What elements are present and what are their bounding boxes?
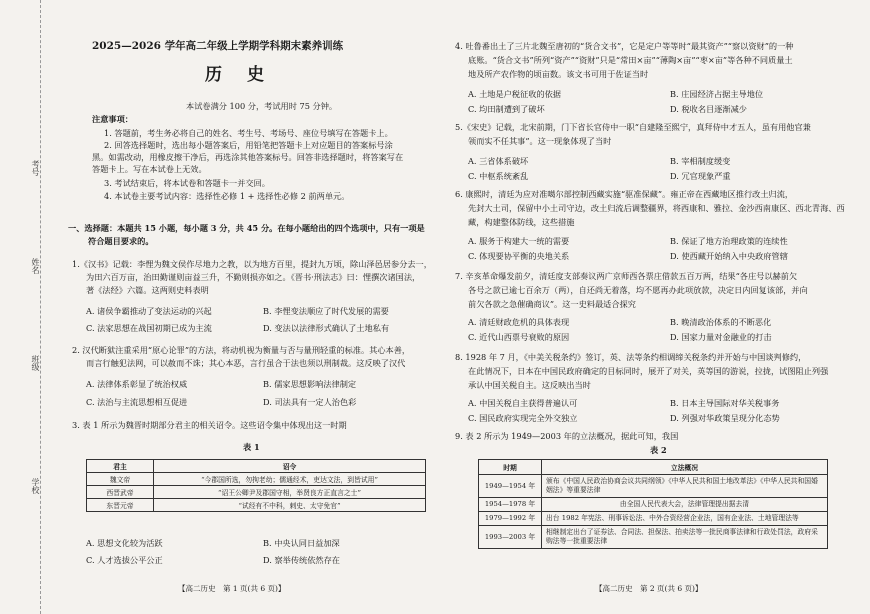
q3-stem: 3. 表 1 所示为魏晋时期部分君主的相关诏令。这些诏令集中体现出这一时期 bbox=[72, 420, 347, 430]
q1-option-d: D. 变法以法律形式确认了土地私有 bbox=[263, 323, 390, 333]
table-cell: 东晋元帝 bbox=[87, 499, 154, 512]
q7-stem: 前欠各款之急催确商议”。这一史料最适合探究 bbox=[468, 299, 636, 309]
notes-line: 4. 本试卷主要考试内容：选择性必修 1 + 选择性必修 2 前两单元。 bbox=[104, 191, 350, 201]
table-row bbox=[479, 498, 828, 512]
q4-stem: 底账。“货合文书”所列“资产”“资财”只是“常田×亩”“薄陶×亩”“枣×亩”等各种不同质量土 bbox=[468, 55, 793, 65]
q6-option-b: B. 保证了地方治理政策的连续性 bbox=[670, 236, 788, 246]
table-row bbox=[479, 512, 828, 526]
q1-option-a: A. 诸侯争霸推动了变法运动的兴起 bbox=[86, 306, 212, 316]
table-header-cell: 时期 bbox=[479, 460, 542, 475]
q2-option-c: C. 法治与主流思想相互促进 bbox=[86, 397, 188, 407]
q3-option-a: A. 思想文化较为活跃 bbox=[86, 538, 163, 548]
q1-option-b: B. 李悝变法顺应了时代发展的需要 bbox=[263, 306, 389, 316]
subject-title: 历 史 bbox=[205, 65, 268, 85]
q3-option-b: B. 中央认同日益加深 bbox=[263, 538, 340, 548]
section-heading: 一、选择题：本题共 15 小题，每小题 3 分，共 45 分。在每小题给出的四个选项中，只有一项是 bbox=[68, 223, 425, 233]
table-cell: 魏文帝 bbox=[87, 473, 154, 486]
notes-line: 黑。如需改动，用橡皮擦干净后，再选涂其他答案标号。回答非选择题时，将答案写在 bbox=[92, 152, 404, 162]
q1-stem: 为田六百万亩，治田勤谨则亩益三升，不勤则损亦如之。《晋书·刑法志》曰：悝撰次诸国法， bbox=[86, 272, 421, 282]
notes-line: 3. 考试结束后，将本试卷和答题卡一并交回。 bbox=[104, 178, 270, 188]
q8-option-d: D. 列强对华政策呈现分化态势 bbox=[670, 413, 780, 423]
q6-stem: 6. 康熙时，清廷为应对准噶尔部控制西藏实施“驱准保藏”。雍正帝在西藏地区推行改土归流， bbox=[455, 189, 794, 199]
q7-stem: 各号之款已逾七百余万（两），自还尚无着落，均不愿再办此项放款，决定日内回复该部，并向 bbox=[468, 285, 808, 295]
table-row bbox=[87, 499, 426, 512]
table-cell: 1949—1954 年 bbox=[479, 475, 542, 498]
q5-option-c: C. 中枢系统紊乱 bbox=[468, 171, 529, 181]
q6-option-a: A. 服务于构建大一统的需要 bbox=[468, 236, 570, 246]
q2-option-d: D. 司法具有一定人治色彩 bbox=[263, 397, 357, 407]
q1-stem: 著《法经》六篇。这两则史料表明 bbox=[86, 285, 209, 295]
q6-stem: 藏，构建整体防线，这些措施 bbox=[468, 217, 575, 227]
table-row bbox=[479, 475, 828, 498]
q8-stem: 承认中国关税自主。这反映出当时 bbox=[468, 380, 591, 390]
q4-stem: 4. 吐鲁番出土了三片北魏至唐初的“货合文书”，它是定户等等时“最其资产”“察以资财”的一种 bbox=[455, 41, 794, 51]
q8-option-c: C. 国民政府实现完全外交独立 bbox=[468, 413, 578, 423]
q8-stem: 在此情况下，日本在中国民政府确定的目标同时，展开了对关，英等国的游说，拉拢，试图阻止列强 bbox=[468, 366, 829, 376]
table-cell: 1954—1978 年 bbox=[479, 498, 542, 512]
q7-option-b: B. 晚清政治体系的不断恶化 bbox=[670, 317, 772, 327]
q7-stem: 7. 辛亥革命爆发前夕，清廷度支部奏议两广京师西各票庄借款五百万两，结果“各庄号以赫前欠 bbox=[455, 271, 798, 281]
q4-option-b: B. 庄园经济占据主导地位 bbox=[670, 89, 764, 99]
section-heading-2: 符合题目要求的。 bbox=[88, 236, 154, 246]
table-cell: “试经有不中科，刺史、太守免官” bbox=[154, 499, 426, 512]
q5-stem: 5.《宋史》记载，北宋前期，门下省长官侍中一职“自建隆至熙宁，真拜侍中才五人，虽有用他官兼 bbox=[455, 122, 811, 132]
q7-option-c: C. 近代山西票号衰败的原因 bbox=[468, 332, 570, 342]
q6-stem: 先封大土司，保留中小土司守边，改土归流后调整疆界，将西康和、雅拉、金沙西南康区、西北青海、西 bbox=[468, 203, 845, 213]
table-cell: “诏王公卿尹及郡国守相，举贤良方正直言之士” bbox=[154, 486, 426, 499]
binding-line bbox=[40, 0, 41, 614]
table-cell: “今郡国所选，勿拘老幼；儒通经术，吏达文法，到皆试用” bbox=[154, 473, 426, 486]
q2-stem: 2. 汉代断狱注重采用“原心论罪”的方法，将动机视为衡量与否与量刑轻重的标准。其心本善， bbox=[72, 345, 411, 355]
q4-option-a: A. 土地是户税征收的依据 bbox=[468, 89, 561, 99]
notes-line: 答题卡上。写在本试卷上无效。 bbox=[92, 164, 207, 174]
table-row bbox=[87, 473, 426, 486]
table-header-cell: 立法概况 bbox=[542, 460, 828, 475]
q7-option-d: D. 国家力量对金融业的打击 bbox=[670, 332, 772, 342]
table-cell: 1979—1992 年 bbox=[479, 512, 542, 526]
table-header-cell: 君主 bbox=[87, 460, 154, 473]
q2-option-b: B. 儒家思想影响法律制定 bbox=[263, 379, 357, 389]
table-1 bbox=[86, 459, 426, 512]
table-header-cell: 诏令 bbox=[154, 460, 426, 473]
score-time: 本试卷满分 100 分，考试用时 75 分钟。 bbox=[186, 101, 338, 111]
table-header-row bbox=[479, 460, 828, 475]
q1-option-c: C. 法家思想在战国初期已成为主流 bbox=[86, 323, 212, 333]
table-2 bbox=[478, 459, 828, 549]
q3-option-d: D. 察举传统依然存在 bbox=[263, 555, 340, 565]
q4-option-c: C. 均田制遭到了破坏 bbox=[468, 104, 545, 114]
table-cell: 由全国人民代表大会，法律管理提出据去清 bbox=[542, 498, 828, 512]
q1-stem: 1.《汉书》记载：李悝为魏文侯作尽地力之教，以为地方百里，提封九万顷，除山泽邑居参分去一， bbox=[72, 259, 432, 269]
table-header-row bbox=[87, 460, 426, 473]
table-cell: 西晋武帝 bbox=[87, 486, 154, 499]
q9-stem: 9. 表 2 所示为 1949—2003 年的立法概况，据此可知，我国 bbox=[455, 431, 679, 441]
label-xingming: 姓名 bbox=[31, 258, 40, 274]
q5-option-d: D. 冗官现象严重 bbox=[670, 171, 731, 181]
q6-option-d: D. 使西藏开始纳入中央政府管辖 bbox=[670, 251, 788, 261]
notes-line: 1. 答题前，考生务必将自己的姓名、考生号、考场号、座位号填写在答题卡上。 bbox=[104, 128, 393, 138]
q2-option-a: A. 法律体系彰显了统治权威 bbox=[86, 379, 188, 389]
table-cell: 相继制定出台了证券法、合同法、担保法、拍卖法等一批民商事法律和行政处罚法，政府采购法等一批重要法律 bbox=[542, 526, 828, 549]
q3-option-c: C. 人才选拔公平公正 bbox=[86, 555, 163, 565]
q5-stem: 领而实不任其事”。这一现象体现了当时 bbox=[468, 136, 612, 146]
table2-caption: 表 2 bbox=[650, 445, 667, 455]
table1-caption: 表 1 bbox=[243, 442, 260, 452]
table-cell: 颁布《中国人民政治协商会议共同纲领》《中华人民共和国土地改革法》《中华人民共和国婚姻法》等重要法律 bbox=[542, 475, 828, 498]
q5-option-b: B. 宰相制度缓变 bbox=[670, 156, 731, 166]
q4-option-d: D. 税收名目逐渐减少 bbox=[670, 104, 747, 114]
notes-line: 2. 回答选择题时，选出每小题答案后，用铅笔把答题卡上对应题目的答案标号涂 bbox=[104, 140, 393, 150]
label-kaohao: 考号 bbox=[31, 160, 40, 176]
label-banji: 班级 bbox=[31, 355, 40, 371]
q8-option-b: B. 日本主导国际对华关税事务 bbox=[670, 398, 780, 408]
q5-option-a: A. 三省体系破坏 bbox=[468, 156, 529, 166]
notes-heading: 注意事项： bbox=[92, 114, 133, 124]
q2-stem: 而言行触犯法网，可以赦而不诛；其心本恶，言行虽合于法也须以刑制裁。这反映了汉代 bbox=[86, 358, 406, 368]
q8-option-a: A. 中国关税自主获得普遍认可 bbox=[468, 398, 578, 408]
table-row bbox=[479, 526, 828, 549]
table-cell: 1993—2003 年 bbox=[479, 526, 542, 549]
label-xuexiao: 学校 bbox=[31, 478, 40, 494]
table-cell: 出台 1982 年宪法、刑事诉讼法、中外合资经营企业法，国有企业法、土地管理法等 bbox=[542, 512, 828, 526]
q6-option-c: C. 体现要协平衡的央地关系 bbox=[468, 251, 570, 261]
q8-stem: 8. 1928 年 7 月，《中美关税条约》签订，英、法等条约相调缔关税条约并开始与中国谈判修约， bbox=[455, 352, 807, 362]
table-row bbox=[87, 486, 426, 499]
q4-stem: 地及所产农作物的顷亩数。该文书可用于佐证当时 bbox=[468, 69, 649, 79]
q7-option-a: A. 清廷财政危机的具体表现 bbox=[468, 317, 570, 327]
exam-title: 2025—2026 学年高二年级上学期学科期末素养训练 bbox=[92, 40, 344, 52]
footer-left: 【高二历史 第 1 页(共 6 页)】 bbox=[178, 584, 286, 593]
footer-right: 【高二历史 第 2 页(共 6 页)】 bbox=[595, 584, 703, 593]
